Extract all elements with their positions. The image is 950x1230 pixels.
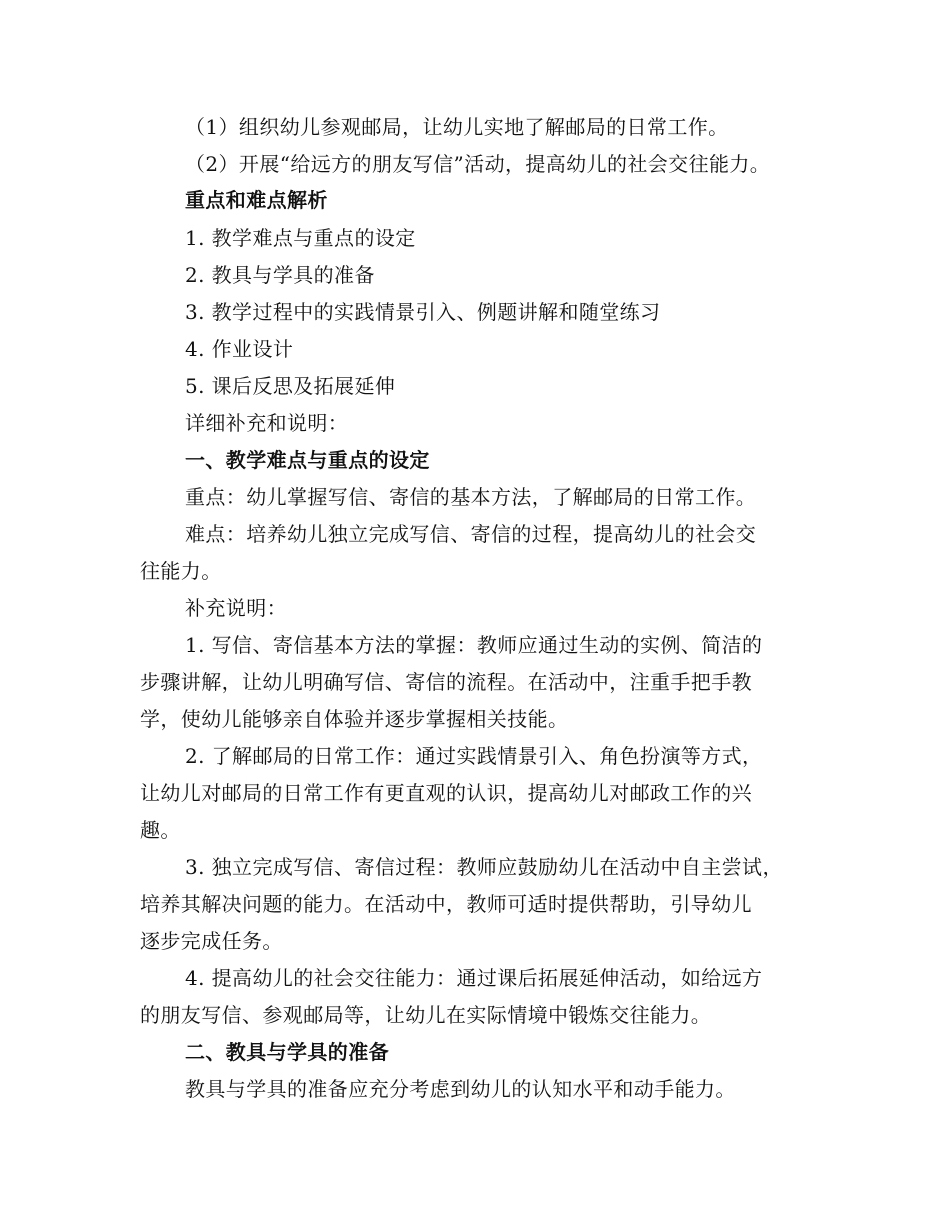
section2-paragraph-1: 教具与学具的准备应充分考虑到幼儿的认知水平和动手能力。	[185, 1077, 736, 1101]
analysis-item-5: 5. 课后反思及拓展延伸	[185, 374, 396, 398]
paragraph-3-line-2: 培养其解决问题的能力。在活动中，教师可适时提供帮助，引导幼儿	[140, 892, 752, 916]
paragraph-4-line-1: 4. 提高幼儿的社会交往能力：通过课后拓展延伸活动，如给远方	[185, 966, 763, 990]
section2-heading: 二、教具与学具的准备	[185, 1040, 389, 1064]
intro-item-2: （2）开展“给远方的朋友写信”活动，提高幼儿的社会交往能力。	[185, 152, 771, 176]
paragraph-3-line-3: 逐步完成任务。	[140, 929, 283, 953]
paragraph-1-line-3: 学，使幼儿能够亲自体验并逐步掌握相关技能。	[140, 707, 569, 731]
analysis-item-4: 4. 作业设计	[185, 337, 294, 361]
key-point: 重点：幼儿掌握写信、寄信的基本方法，了解邮局的日常工作。	[185, 485, 757, 509]
difficulty-line-2: 往能力。	[140, 559, 222, 583]
paragraph-3-line-1: 3. 独立完成写信、寄信过程：教师应鼓励幼儿在活动中自主尝试，	[185, 855, 783, 879]
section1-heading: 一、教学难点与重点的设定	[185, 448, 430, 472]
paragraph-2-line-1: 2. 了解邮局的日常工作：通过实践情景引入、角色扮演等方式，	[185, 744, 763, 768]
paragraph-4-line-2: 的朋友写信、参观邮局等，让幼儿在实际情境中锻炼交往能力。	[140, 1003, 712, 1027]
intro-item-1: （1）组织幼儿参观邮局，让幼儿实地了解邮局的日常工作。	[185, 115, 729, 139]
paragraph-1-line-2: 步骤讲解，让幼儿明确写信、寄信的流程。在活动中，注重手把手教	[140, 670, 752, 694]
supplement-label: 补充说明：	[185, 596, 287, 620]
paragraph-2-line-2: 让幼儿对邮局的日常工作有更直观的认识，提高幼儿对邮政工作的兴	[140, 781, 752, 805]
paragraph-1-line-1: 1. 写信、寄信基本方法的掌握：教师应通过生动的实例、简洁的	[185, 633, 763, 657]
analysis-item-1: 1. 教学难点与重点的设定	[185, 226, 416, 250]
analysis-item-3: 3. 教学过程中的实践情景引入、例题讲解和随堂练习	[185, 300, 661, 324]
detail-label: 详细补充和说明：	[185, 411, 349, 435]
analysis-item-2: 2. 教具与学具的准备	[185, 263, 375, 287]
difficulty-line-1: 难点：培养幼儿独立完成写信、寄信的过程，提高幼儿的社会交	[185, 522, 757, 546]
paragraph-2-line-3: 趣。	[140, 818, 181, 842]
analysis-heading: 重点和难点解析	[185, 188, 328, 212]
